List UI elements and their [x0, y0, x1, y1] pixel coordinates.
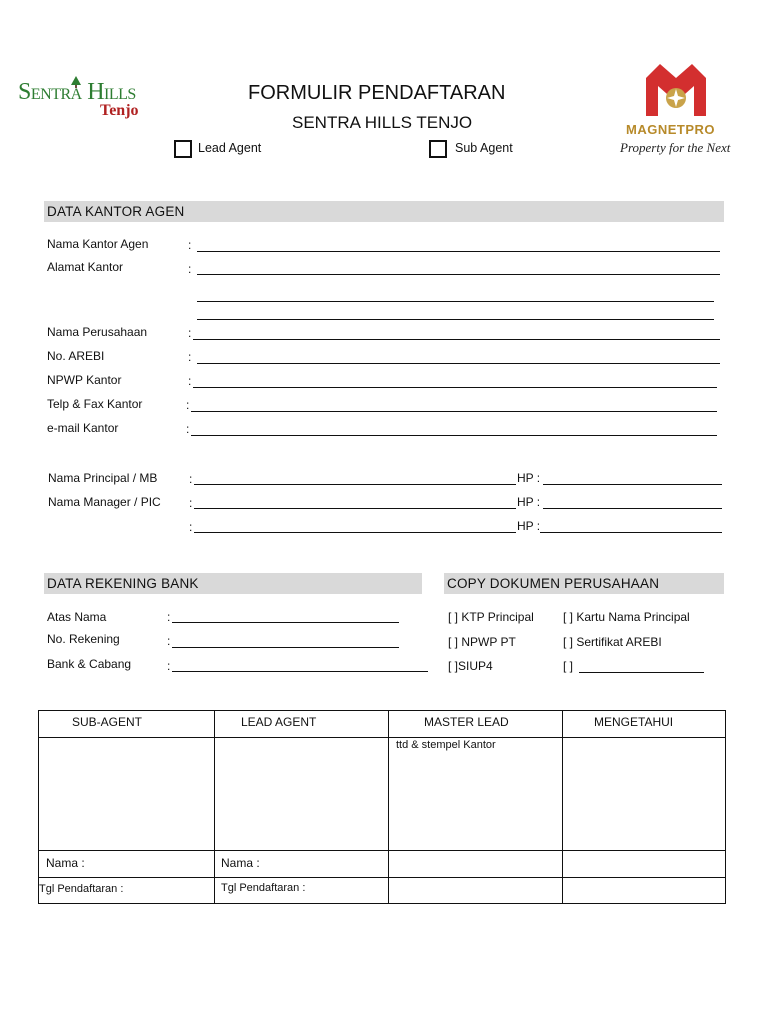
principal-hp-input-line[interactable] — [543, 484, 722, 485]
alamat-kantor-input-line-2[interactable] — [197, 301, 714, 302]
field-label-manager: Nama Manager / PIC — [48, 495, 161, 509]
section-bank-title: DATA REKENING BANK — [47, 576, 199, 591]
page-subtitle: SENTRA HILLS TENJO — [292, 113, 473, 132]
hp-label: HP : — [517, 471, 541, 485]
field-label-bank-cabang: Bank & Cabang — [47, 657, 132, 671]
manager-hp-input-line[interactable] — [543, 508, 722, 509]
section-docs-header — [444, 573, 724, 594]
alamat-kantor-input-line-3[interactable] — [197, 319, 714, 320]
logo-letter-s: S — [18, 79, 31, 105]
nama-perusahaan-input-line[interactable] — [193, 339, 720, 340]
page-title: FORMULIR PENDAFTARAN — [248, 82, 506, 104]
field-label-atas-nama: Atas Nama — [47, 610, 107, 624]
signature-table — [38, 710, 726, 904]
section-office-header — [44, 201, 724, 222]
field-colon: : — [186, 398, 190, 412]
doc-ktp-principal[interactable]: [ ] KTP Principal — [448, 610, 534, 624]
lead-agent-checkbox[interactable] — [174, 140, 192, 158]
logo-text-tenjo: Tenjo — [100, 102, 139, 119]
field-colon: : — [188, 262, 192, 276]
field-label-nama-kantor: Nama Kantor Agen — [47, 237, 149, 251]
field-colon: : — [189, 496, 193, 510]
field-colon: : — [167, 659, 171, 673]
sentra-hills-logo — [18, 76, 170, 122]
field-colon: : — [186, 422, 190, 436]
doc-kartu-nama[interactable]: [ ] Kartu Nama Principal — [563, 610, 690, 624]
telp-fax-input-line[interactable] — [191, 411, 717, 412]
extra-contact-hp-input-line[interactable] — [540, 532, 722, 533]
section-docs-title: COPY DOKUMEN PERUSAHAAN — [447, 576, 660, 591]
doc-npwp-pt[interactable]: [ ] NPWP PT — [448, 635, 516, 649]
header-lead-agent: LEAD AGENT — [241, 715, 317, 729]
doc-sertifikat-arebi[interactable]: [ ] Sertifikat AREBI — [563, 635, 662, 649]
hp-label: HP : — [517, 519, 541, 533]
section-office-title: DATA KANTOR AGEN — [47, 204, 185, 219]
sub-agent-label: Sub Agent — [455, 141, 513, 155]
header-mengetahui: MENGETAHUI — [594, 715, 674, 729]
field-colon: : — [188, 238, 192, 252]
field-colon: : — [188, 374, 192, 388]
logo-text-ills: ILLS — [104, 86, 136, 103]
hp-label: HP : — [517, 495, 541, 509]
lead-agent-tgl-label: Tgl Pendaftaran : — [221, 882, 306, 894]
nama-kantor-input-line[interactable] — [197, 251, 720, 252]
doc-other-input-line[interactable] — [579, 672, 704, 673]
logo-letter-h: H — [87, 79, 105, 105]
section-bank-header — [44, 573, 422, 594]
field-label-alamat-kantor: Alamat Kantor — [47, 260, 124, 274]
header-sub-agent: SUB-AGENT — [72, 715, 143, 729]
sub-agent-tgl-label: Tgl Pendaftaran : — [39, 883, 124, 895]
field-label-email: e-mail Kantor — [47, 421, 119, 435]
field-label-npwp-kantor: NPWP Kantor — [47, 373, 122, 387]
lead-agent-nama-label: Nama : — [221, 856, 260, 870]
principal-input-line[interactable] — [194, 484, 516, 485]
doc-siup[interactable]: [ ]SIUP4 — [448, 659, 493, 673]
field-colon: : — [188, 350, 192, 364]
field-label-telp-fax: Telp & Fax Kantor — [47, 397, 143, 411]
atas-nama-input-line[interactable] — [172, 622, 399, 623]
sub-agent-nama-label: Nama : — [46, 856, 85, 870]
magnetpro-tagline: Property for the Next — [620, 140, 731, 155]
logo-text-entra: ENTRA — [30, 86, 82, 103]
field-label-no-rekening: No. Rekening — [47, 632, 120, 646]
magnetpro-emblem-icon — [642, 58, 710, 122]
stamp-note: ttd & stempel Kantor — [396, 739, 496, 751]
no-arebi-input-line[interactable] — [197, 363, 720, 364]
lead-agent-label: Lead Agent — [198, 141, 262, 155]
field-colon: : — [188, 326, 192, 340]
field-colon: : — [189, 520, 193, 534]
extra-contact-input-line[interactable] — [194, 532, 516, 533]
manager-input-line[interactable] — [194, 508, 516, 509]
no-rekening-input-line[interactable] — [172, 647, 399, 648]
field-colon: : — [167, 610, 171, 624]
field-label-no-arebi: No. AREBI — [47, 349, 105, 363]
field-label-nama-perusahaan: Nama Perusahaan — [47, 325, 148, 339]
header-master-lead: MASTER LEAD — [424, 715, 509, 729]
alamat-kantor-input-line-1[interactable] — [197, 274, 720, 275]
field-label-principal: Nama Principal / MB — [48, 471, 158, 485]
magnetpro-wordmark: MAGNETPRO — [626, 122, 715, 137]
npwp-kantor-input-line[interactable] — [193, 387, 717, 388]
sub-agent-checkbox[interactable] — [429, 140, 447, 158]
field-colon: : — [189, 472, 193, 486]
email-input-line[interactable] — [191, 435, 717, 436]
bank-cabang-input-line[interactable] — [172, 671, 428, 672]
field-colon: : — [167, 634, 171, 648]
doc-other[interactable]: [ ] — [563, 659, 574, 673]
